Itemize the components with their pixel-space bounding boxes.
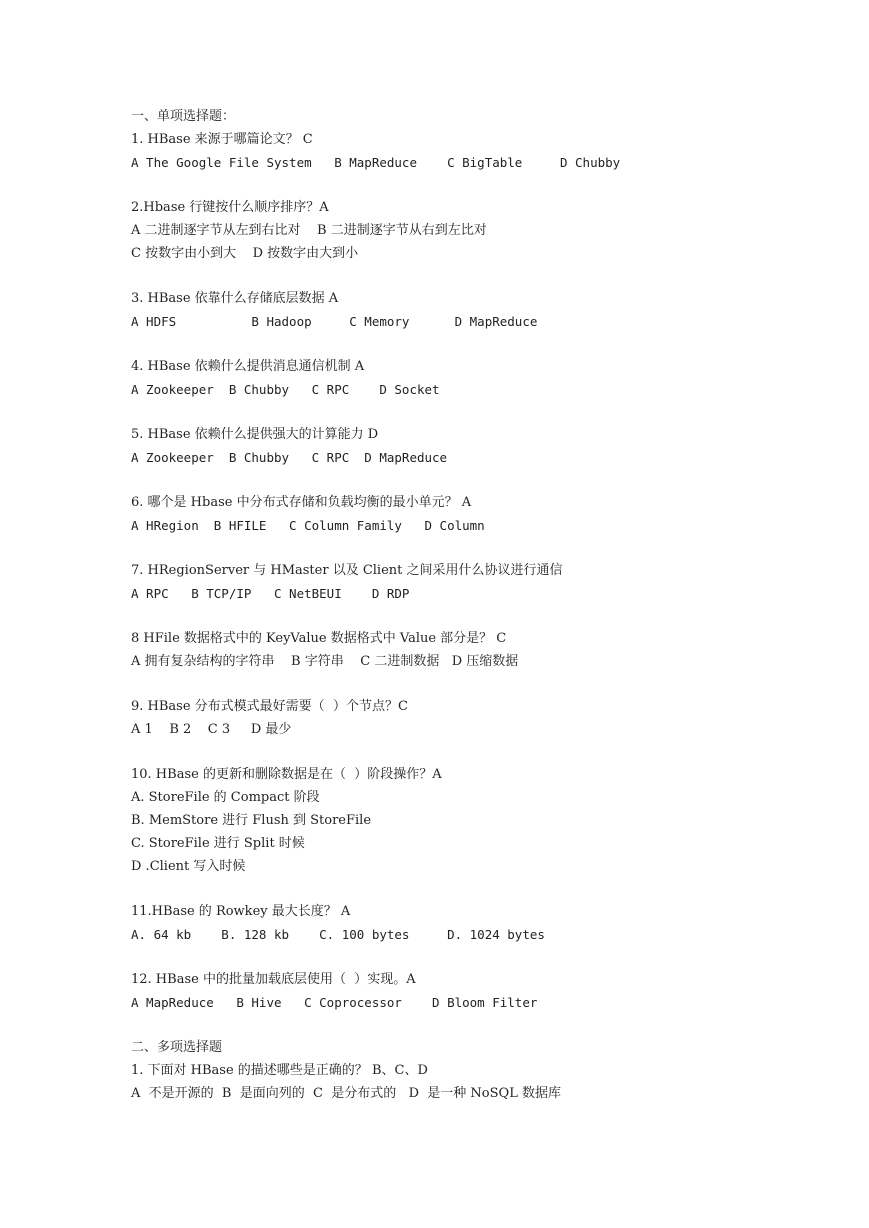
question-9	[131, 695, 831, 741]
question-2	[131, 196, 831, 265]
question-text: 6. 哪个是 Hbase 中分布式存储和负载均衡的最小单元？ A	[131, 495, 472, 510]
question-text: 1. HBase 来源于哪篇论文？ C	[131, 132, 313, 147]
question-options: A 不是开源的 B 是面向列的 C 是分布式的 D 是一种 NoSQL 数据库	[131, 1086, 561, 1101]
question-text: 3. HBase 依靠什么存储底层数据 A	[131, 291, 339, 306]
question-text: 10. HBase 的更新和删除数据是在（ ）阶段操作？A	[131, 767, 442, 782]
question-7	[131, 559, 831, 605]
question-5	[131, 423, 831, 469]
question-options: A. 64 kb B. 128 kb C. 100 bytes D. 1024 bytes	[131, 927, 545, 942]
question-text: 12. HBase 中的批量加载底层使用（ ）实现。A	[131, 972, 416, 987]
question-1	[131, 128, 831, 174]
document-page	[131, 105, 831, 1127]
question-1	[131, 1059, 831, 1105]
question-text: 1. 下面对 HBase 的描述哪些是正确的？ B、C、D	[131, 1063, 428, 1078]
question-options: A HDFS B Hadoop C Memory D MapReduce	[131, 314, 538, 329]
question-option-a: A. StoreFile 的 Compact 阶段	[131, 790, 320, 805]
question-options: A The Google File System B MapReduce C BigTable D Chubby	[131, 155, 621, 170]
question-options: A 二进制逐字节从左到右比对 B 二进制逐字节从右到左比对	[131, 223, 487, 238]
question-text: 4. HBase 依赖什么提供消息通信机制 A	[131, 359, 365, 374]
question-text: 8 HFile 数据格式中的 KeyValue 数据格式中 Value 部分是？ C	[131, 631, 507, 646]
question-options: C 按数字由小到大 D 按数字由大到小	[131, 246, 359, 261]
question-options: A RPC B TCP/IP C NetBEUI D RDP	[131, 586, 410, 601]
question-option-c: C. StoreFile 进行 Split 时候	[131, 836, 305, 851]
question-12	[131, 968, 831, 1014]
question-options: A 1 B 2 C 3 D 最少	[131, 722, 292, 737]
question-6	[131, 491, 831, 537]
question-3	[131, 287, 831, 333]
question-text: 11.HBase 的 Rowkey 最大长度？ A	[131, 904, 351, 919]
section-heading: 一、单项选择题：	[131, 109, 236, 124]
question-options: A Zookeeper B Chubby C RPC D MapReduce	[131, 450, 448, 465]
question-option-d: D .Client 写入时候	[131, 859, 246, 874]
question-text: 5. HBase 依赖什么提供强大的计算能力 D	[131, 427, 379, 442]
question-text: 9. HBase 分布式模式最好需要（ ）个节点？C	[131, 699, 408, 714]
question-options: A 拥有复杂结构的字符串 B 字符串 C 二进制数据 D 压缩数据	[131, 654, 519, 669]
question-options: A Zookeeper B Chubby C RPC D Socket	[131, 382, 440, 397]
section-single-choice	[131, 105, 831, 1014]
question-options: A MapReduce B Hive C Coprocessor D Bloom Filter	[131, 995, 538, 1010]
section-heading: 二、多项选择题	[131, 1040, 223, 1055]
question-8	[131, 627, 831, 673]
question-text: 2.Hbase 行键按什么顺序排序？A	[131, 200, 329, 215]
section-multiple-choice	[131, 1036, 831, 1105]
question-11	[131, 900, 831, 946]
question-10	[131, 763, 831, 878]
question-text: 7. HRegionServer 与 HMaster 以及 Client 之间采用什么协议进行通信	[131, 563, 563, 578]
question-4	[131, 355, 831, 401]
question-option-b: B. MemStore 进行 Flush 到 StoreFile	[131, 813, 372, 828]
question-options: A HRegion B HFILE C Column Family D Column	[131, 518, 485, 533]
